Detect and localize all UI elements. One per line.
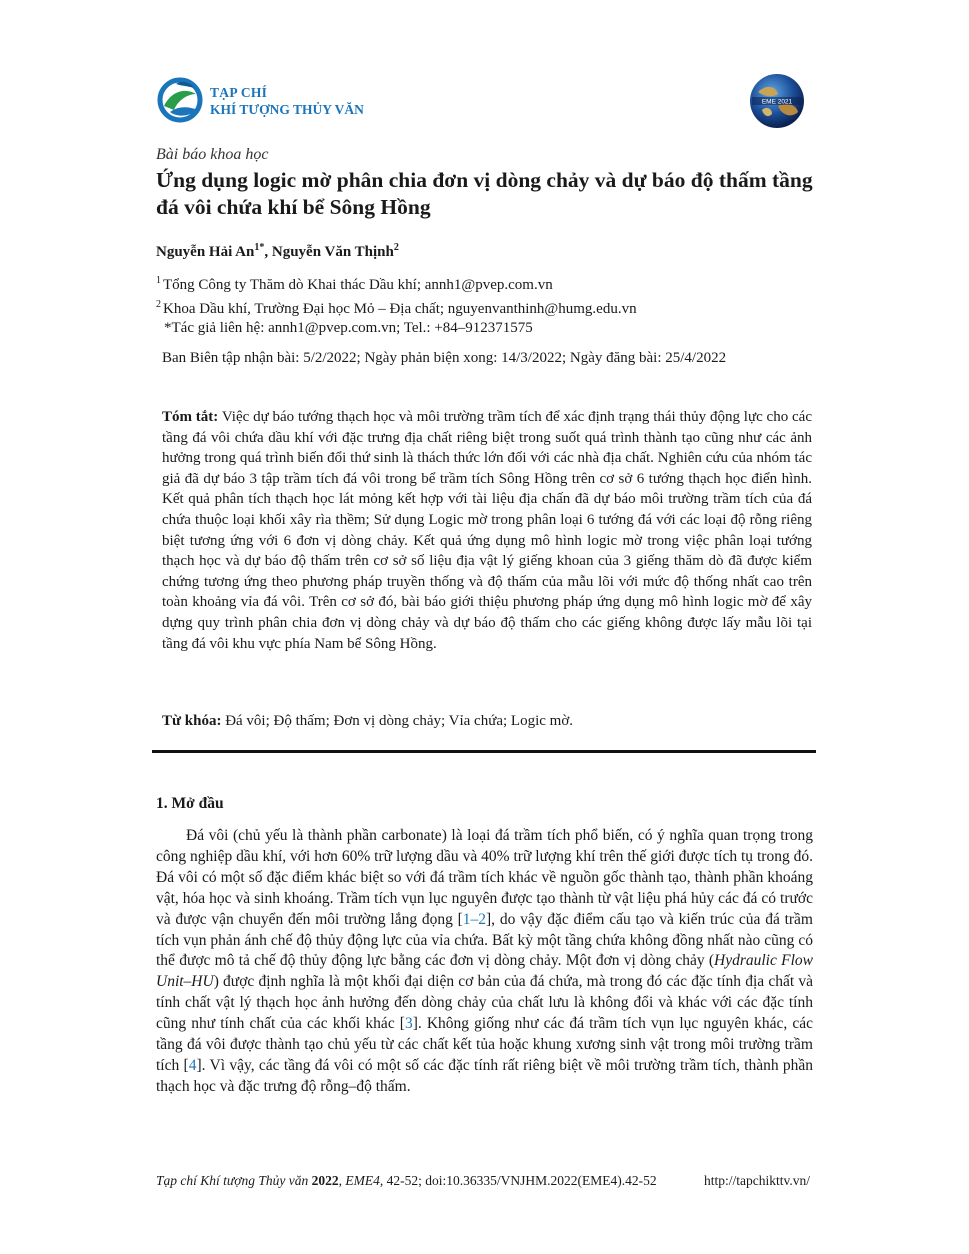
author-name: Nguyễn Hải An [156, 244, 255, 260]
affiliation [156, 295, 637, 319]
affiliation-number: 1 [156, 275, 161, 286]
citation-link[interactable]: 1–2 [462, 910, 487, 928]
body-paragraph [156, 826, 813, 1098]
journal-logo [156, 76, 396, 124]
affiliation-text: Khoa Dầu khí, Trường Đại học Mỏ – Địa chất; nguyenvanthinh@humg.edu.vn [163, 301, 637, 317]
author-name: Nguyễn Văn Thịnh [271, 244, 394, 260]
author-list [156, 242, 399, 261]
keywords [162, 711, 812, 731]
affiliation-number: 2 [156, 299, 161, 310]
footer-volume: EME4 [345, 1173, 380, 1188]
footer-pages-doi: , 42-52; doi:10.36335/VNJHM.2022(EME4).42-52 [379, 1173, 657, 1188]
conference-globe-logo [748, 72, 806, 130]
body-text-part: ) được định nghĩa là một khối đại diện cơ bản của đá chứa, mà trong đó các đặc tính địa chất và tính chất vật lý thạch học ảnh hưởng đến dòng chảy của chất lưu là không đổi và khác với các đặc tính cũng như tính chất của các khối khác [ [156, 973, 813, 1033]
author-sup: 2 [393, 242, 399, 253]
body-text-part: ]. Vì vậy, các tầng đá vôi có một số các đặc tính rất riêng biệt về môi trường trầm tích, thành phần thạch học và đặc trưng độ rỗng–độ thấm. [156, 1056, 814, 1095]
article-dates: Ban Biên tập nhận bài: 5/2/2022; Ngày phản biện xong: 14/3/2022; Ngày đăng bài: 25/4/2022 [162, 350, 727, 366]
section-divider [152, 750, 816, 753]
footer-year: 2022 [311, 1173, 339, 1188]
body-text-part: ], do vậy đặc điểm cấu tạo và kiến trúc của đá trầm tích vụn phản ánh chế độ thủy động lực của vỉa chứa. Bất kỳ một tầng chứa không đồng nhất nào cũng có thể được mô tả chế độ thủy động lực bằng các đơn vị dòng chảy. Một đơn vị dòng chảy ( [156, 910, 813, 970]
affiliation-text: Tổng Công ty Thăm dò Khai thác Dầu khí; annh1@pvep.com.vn [163, 277, 553, 293]
body-italic-term: Hydraulic Flow Unit–HU [156, 952, 813, 991]
footer-citation: Tạp chí Khí tượng Thủy văn 2022, EME4, 42-52; doi:10.36335/VNJHM.2022(EME4).42-52 [156, 1173, 657, 1188]
abstract-label: Tóm tắt: [162, 409, 219, 425]
citation-link[interactable]: 4 [188, 1056, 197, 1074]
journal-logo-line1: TẠP CHÍ [210, 85, 268, 100]
conference-logo-text: EME 2021 [761, 98, 793, 106]
abstract [162, 407, 812, 654]
corresponding-author: *Tác giả liên hệ: annh1@pvep.com.vn; Tel.: +84–912371575 [164, 320, 533, 336]
body-text-part: ]. Không giống như các đá trầm tích vụn lục nguyên khác, các tầng đá vôi được thành tạo chủ yếu từ các chất kết tủa hoặc khung xương sinh vật trong môi trường trầm tích [ [156, 1015, 813, 1074]
footer-journal: Tạp chí Khí tượng Thủy văn [156, 1173, 309, 1188]
abstract-text: Việc dự báo tướng thạch học và môi trường trầm tích để xác định trạng thái thủy động lực cho các tầng đá vôi chứa dầu khí với đặc trưng địa chất riêng biệt trong suốt quá trình thành tạo cũng như các ảnh hưởng trong quá trình biến đổi thứ sinh là thách thức lớn đối với các nhà địa chất. Nghiên cứu của nhóm tác giả đã dự báo 3 tập trầm tích đá vôi trong bể trầm tích Sông Hồng trên cơ sở 6 tướng thạch học điển hình. Kết quả phân tích thạch học lát mỏng kết hợp với tài liệu địa chấn đã dự báo môi trường trầm tích của đá chứa thuộc loại khối xây rìa thềm; Sử dụng Logic mờ trong phân loại 6 tướng đá với các loại độ rỗng riêng biệt tương ứng với 6 đơn vị dòng chảy. Kết quả ứng dụng mô hình logic mờ trong việc phân loại tướng thạch học và dự báo độ thấm trên cơ sở số liệu địa vật lý giếng khoan của 3 giếng thăm dò đã được kiểm chứng tương ứng theo phương pháp truyền thống và độ thấm của mẫu lõi với mức độ thống nhất cao trên toàn khoảng vỉa đá vôi. Trên cơ sở đó, bài báo giới thiệu phương pháp ứng dụng mô hình logic mờ để xây dựng quy trình phân chia đơn vị dòng chảy và dự báo độ thấm cho các giếng không được lấy mẫu lõi tại tầng đá vôi khu vực phía Nam bể Sông Hồng. [162, 409, 812, 652]
keywords-label: Từ khóa: [162, 713, 222, 729]
journal-logo-icon [156, 76, 206, 124]
affiliation [156, 271, 553, 295]
section-heading: 1. Mở đầu [156, 795, 224, 812]
author-separator: , [264, 244, 272, 260]
keywords-text: Đá vôi; Độ thấm; Đơn vị dòng chảy; Vỉa chứa; Logic mờ. [225, 713, 574, 729]
article-type: Bài báo khoa học [156, 146, 269, 163]
body-text-part: Đá vôi (chủ yếu là thành phần carbonate) là loại đá trầm tích phổ biến, có ý nghĩa quan trọng trong công nghiệp dầu khí, với hơn 60% trữ lượng dầu và 40% trữ lượng khí trên thế giới được tích tụ trong đó. Đá vôi có một số đặc điểm khác biệt so với đá trầm tích khác về nguồn gốc thành tạo, thành phần khoáng vật, hóa học và sinh khoáng. Trầm tích vụn lục nguyên được tạo thành từ vật liệu phá hủy các đá có trước và được vận chuyển đến môi trường lắng đọng [ [156, 827, 813, 928]
author-sup: 1* [254, 242, 265, 253]
footer-url[interactable]: http://tapchikttv.vn/ [704, 1173, 810, 1188]
article-title: Ứng dụng logic mờ phân chia đơn vị dòng chảy và dự báo độ thấm tầng đá vôi chứa khí bể Sông Hồng [156, 168, 813, 219]
journal-logo-line2: KHÍ TƯỢNG THỦY VĂN [210, 102, 364, 117]
citation-link[interactable]: 3 [404, 1015, 413, 1033]
